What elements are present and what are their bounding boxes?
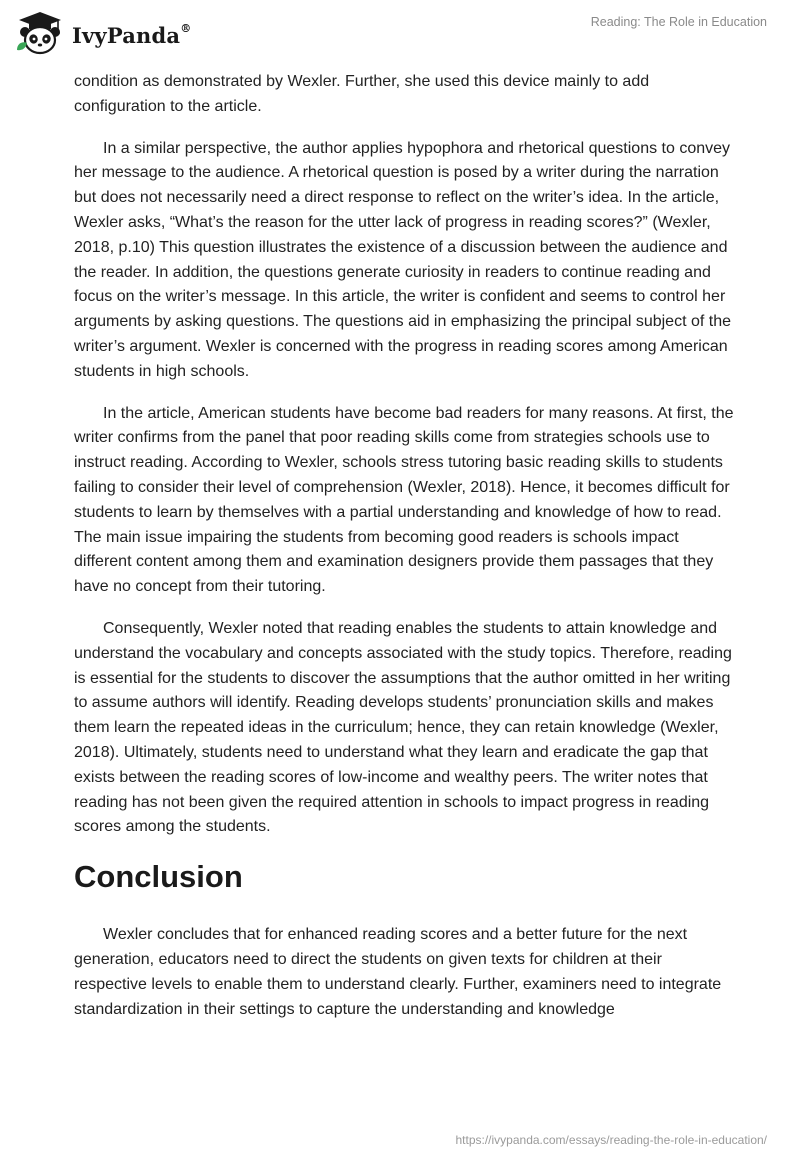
paragraph-consequently: Consequently, Wexler noted that reading enables the students to attain knowledge and understand the vocabulary and concepts associated with the study topics. Therefore, reading is essential for the students to discover the assumptions that the author omitted in her writing to assume authors will identify. Reading develops students’ pronunciation skills and makes them learn the repeated ideas in the curriculum; hence, they can retain knowledge (Wexler, 2018). Ultimately, students need to understand what they learn and eradicate the gap that exists between the reading scores of low-income and wealthy peers. The writer notes that reading has not been given the required attention in schools to impact progress in reading scores among the students. (74, 619, 732, 836)
conclusion-heading: Conclusion (74, 859, 243, 895)
essay-body (74, 70, 734, 1039)
paragraph-bad-readers: In the article, American students have become bad readers for many reasons. At first, the writer confirms from the panel that poor reading skills come from strategies schools use to instruct reading. According to Wexler, schools stress tutoring basic reading skills to students failing to consider their level of comprehension (Wexler, 2018). Hence, it becomes difficult for students to learn by themselves with a partial understanding and knowledge of how to read. The main issue impairing the students from becoming good readers is schools impact different content among them and examination designers provide them passages that they have no concept from their tutoring. (74, 404, 734, 596)
document-title: Reading: The Role in Education (590, 15, 767, 29)
page-header (0, 0, 800, 64)
brand-name: IvyPanda® (72, 21, 192, 48)
paragraph-continuation: condition as demonstrated by Wexler. Further, she used this device mainly to add configuration to the article. (74, 73, 650, 115)
paragraph-conclusion: Wexler concludes that for enhanced reading scores and a better future for the next generation, educators need to direct the students on given texts for children at their respective levels to enable them to understand clearly. Further, examiners need to integrate standardization in their settings to capture the understanding and knowledge (74, 926, 722, 1018)
brand-logo[interactable] (14, 10, 191, 56)
source-url[interactable]: https://ivypanda.com/essays/reading-the-role-in-education/ (455, 1133, 767, 1147)
paragraph-rhetorical-questions: In a similar perspective, the author applies hypophora and rhetorical questions to convey her message to the audience. A rhetorical question is posed by a writer during the narration but does not necessarily need a direct response to reflect on the writer’s idea. In the article, Wexler asks, “What’s the reason for the utter lack of progress in reading scores?” (Wexler, 2018, p.10) This question illustrates the existence of a discussion between the audience and the reader. In addition, the questions generate curiosity in readers to continue reading and focus on the writer’s message. In this article, the writer is confident and seems to control her arguments by asking questions. The questions aid in emphasizing the principal subject of the writer’s argument. Wexler is concerned with the progress in reading scores among American students in high schools. (74, 139, 731, 380)
panda-graduate-icon (14, 10, 66, 56)
